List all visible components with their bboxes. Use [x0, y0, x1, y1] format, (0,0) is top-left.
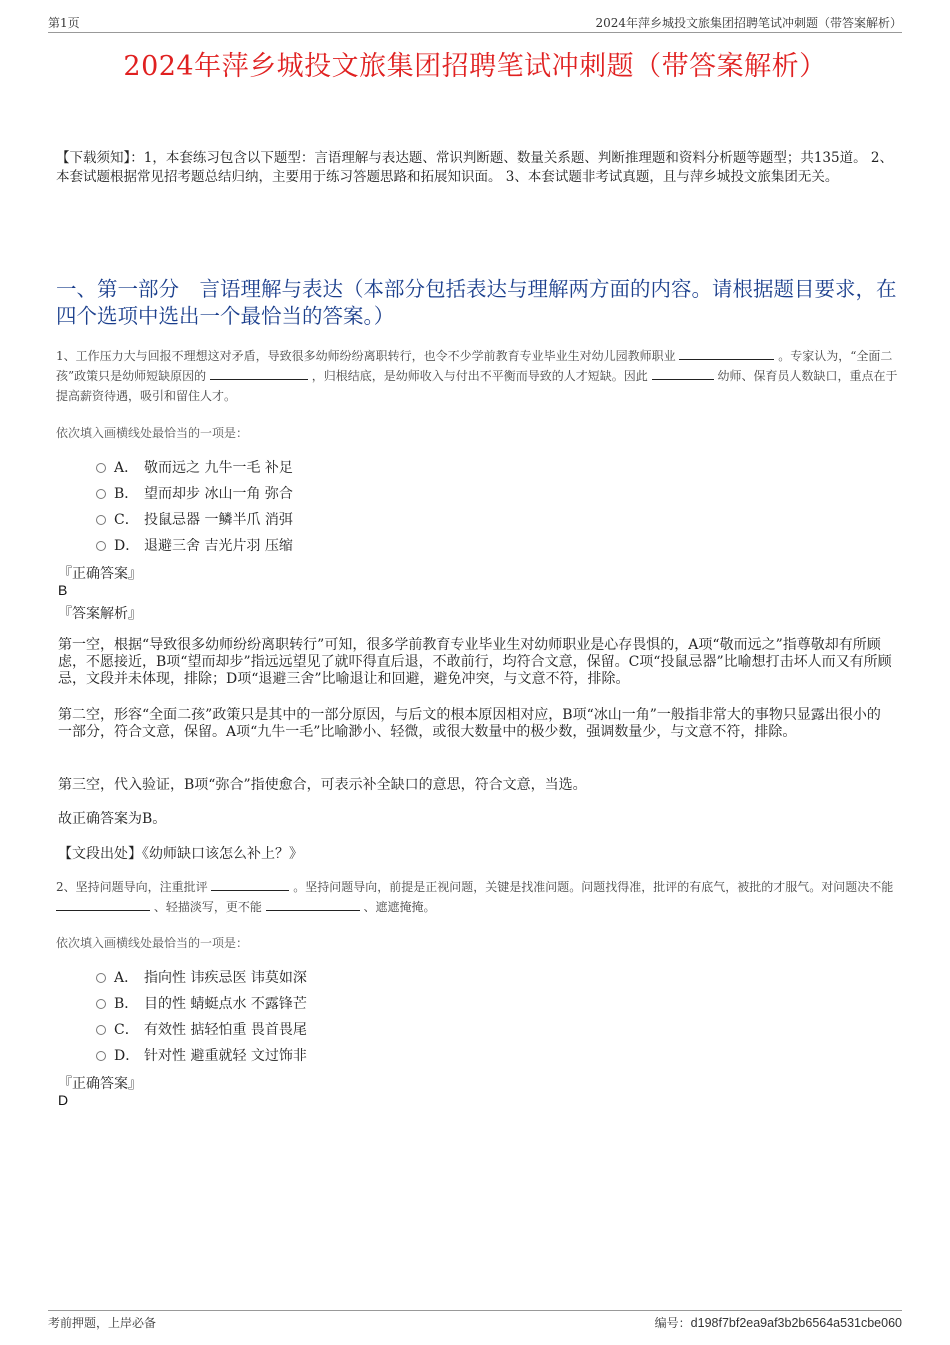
option-text: 退避三舍 吉光片羽 压缩 — [144, 538, 293, 554]
radio-icon[interactable] — [96, 1051, 106, 1061]
q1-analysis-para-4: 故正确答案为B。 — [58, 811, 167, 827]
q1-source: 【文段出处】《幼师缺口该怎么补上？》 — [58, 846, 303, 862]
q2-text-seg2: 。坚持问题导向，前提是正视问题，关键是找准问题。问题找得准，批评的有底气，被批的才服气。对问题决不能 — [293, 880, 894, 894]
q1-prompt: 依次填入画横线处最恰当的一项是： — [56, 426, 249, 440]
radio-icon[interactable] — [96, 489, 106, 499]
q1-text-seg4: 幼师、保育员人数缺口，重点在于提高薪资待遇，吸引和留住人才。 — [56, 369, 898, 403]
download-notice: 【下载须知】：1，本套练习包含以下题型：言语理解与表达题、常识判断题、数量关系题、判断推理题和资料分析题等题型；共135道。 2、本套试题根据常见招考题总结归纳，主要用于练习答题思路和拓展知识面。 3、本套试题非考试真题，且与萍乡城投文旅集团无关。 — [56, 150, 893, 185]
q1-text-seg2: 。专家认为，“全面二孩”政策只是幼师短缺原因的 — [56, 349, 893, 383]
q1-answer-label: 『正确答案』 — [58, 566, 142, 582]
q2-answer: D — [58, 1092, 69, 1108]
option-letter: D． — [114, 1048, 140, 1064]
option-text: 敬而远之 九牛一毛 补足 — [144, 460, 293, 476]
footer-slogan: 考前押题，上岸必备 — [48, 1316, 157, 1330]
q2-answer-label: 『正确答案』 — [58, 1076, 142, 1092]
section-heading: 一、第一部分 言语理解与表达（本部分包括表达与理解两方面的内容。请根据题目要求，在四个选项中选出一个最恰当的答案。） — [56, 277, 897, 328]
q2-blank-3 — [266, 897, 360, 911]
q2-text-seg4: 、遮遮掩掩。 — [363, 900, 436, 914]
q1-answer: B — [58, 582, 68, 598]
radio-icon[interactable] — [96, 973, 106, 983]
radio-icon[interactable] — [96, 1025, 106, 1035]
q1-analysis-para-1: 第一空，根据“导致很多幼师纷纷离职转行”可知，很多学前教育专业毕业生对幼师职业是心存畏惧的，A项“敬而远之”指尊敬却有所顾虑，不愿接近，B项“望而却步”指远远望见了就吓得直后退，不敢前行，均符合文意，保留。C项“投鼠忌器”比喻想打击坏人而又有所顾忌，文段并未体现，排除；D项“退避三舍”比喻退让和回避，避免冲突，与文意不符，排除。 — [58, 637, 892, 687]
option-text: 有效性 掂轻怕重 畏首畏尾 — [144, 1022, 307, 1038]
radio-icon[interactable] — [96, 463, 106, 473]
doc-id-label: 编号： — [654, 1316, 691, 1330]
q1-analysis-label: 『答案解析』 — [58, 606, 142, 622]
option-text: 目的性 蜻蜓点水 不露锋芒 — [144, 996, 307, 1012]
option-text: 望而却步 冰山一角 弥合 — [144, 486, 293, 502]
footer-divider — [48, 1310, 902, 1311]
radio-icon[interactable] — [96, 515, 106, 525]
doc-id-code: d198f7bf2ea9af3b2b6564a531cbe060 — [690, 1316, 902, 1330]
q2-blank-2 — [56, 897, 150, 911]
radio-icon[interactable] — [96, 541, 106, 551]
q1-blank-1 — [679, 346, 774, 360]
radio-icon[interactable] — [96, 999, 106, 1009]
page-title: 2024年萍乡城投文旅集团招聘笔试冲刺题（带答案解析） — [123, 51, 827, 82]
q1-text-seg1: 1、工作压力大与回报不理想这对矛盾，导致很多幼师纷纷离职转行，也令不少学前教育专业毕业生对幼儿园教师职业 — [56, 349, 676, 363]
q1-blank-2 — [210, 366, 308, 380]
option-letter: B． — [114, 996, 139, 1012]
footer-doc-id — [655, 1314, 902, 1331]
option-text: 投鼠忌器 一鳞半爪 消弭 — [144, 512, 293, 528]
q1-text-seg3: ，归根结底，是幼师收入与付出不平衡而导致的人才短缺。因此 — [311, 369, 648, 383]
option-letter: C． — [114, 1022, 139, 1038]
q2-prompt: 依次填入画横线处最恰当的一项是： — [56, 936, 249, 950]
option-letter: C． — [114, 512, 139, 528]
option-letter: A． — [114, 970, 139, 986]
option-letter: B． — [114, 486, 139, 502]
q1-blank-3 — [652, 366, 714, 380]
q1-analysis-para-3: 第三空，代入验证，B项“弥合”指使愈合，可表示补全缺口的意思，符合文意，当选。 — [58, 777, 587, 793]
question-1-stem — [56, 346, 901, 406]
page-footer — [48, 1314, 902, 1332]
header-divider — [48, 32, 902, 33]
page-header — [48, 14, 902, 32]
q1-analysis-para-2: 第二空，形容“全面二孩”政策只是其中的一部分原因，与后文的根本原因相对应，B项“冰山一角”一般指非常大的事物只显露出很小的一部分，符合文意，保留。A项“九牛一毛”比喻渺小、轻微，或很大数量中的极少数，强调数量少，与文意不符，排除。 — [58, 707, 881, 740]
option-letter: A． — [114, 460, 139, 476]
q2-text-seg3: 、轻描淡写，更不能 — [153, 900, 262, 914]
page-number: 第1页 — [48, 16, 80, 30]
q2-blank-1 — [211, 877, 289, 891]
question-2-stem — [56, 877, 901, 917]
option-text: 针对性 避重就轻 文过饰非 — [144, 1048, 307, 1064]
option-letter: D． — [114, 538, 140, 554]
q2-text-seg1: 2、坚持问题导向，注重批评 — [56, 880, 208, 894]
header-doc-title: 2024年萍乡城投文旅集团招聘笔试冲刺题（带答案解析） — [595, 16, 902, 30]
option-text: 指向性 讳疾忌医 讳莫如深 — [144, 970, 307, 986]
